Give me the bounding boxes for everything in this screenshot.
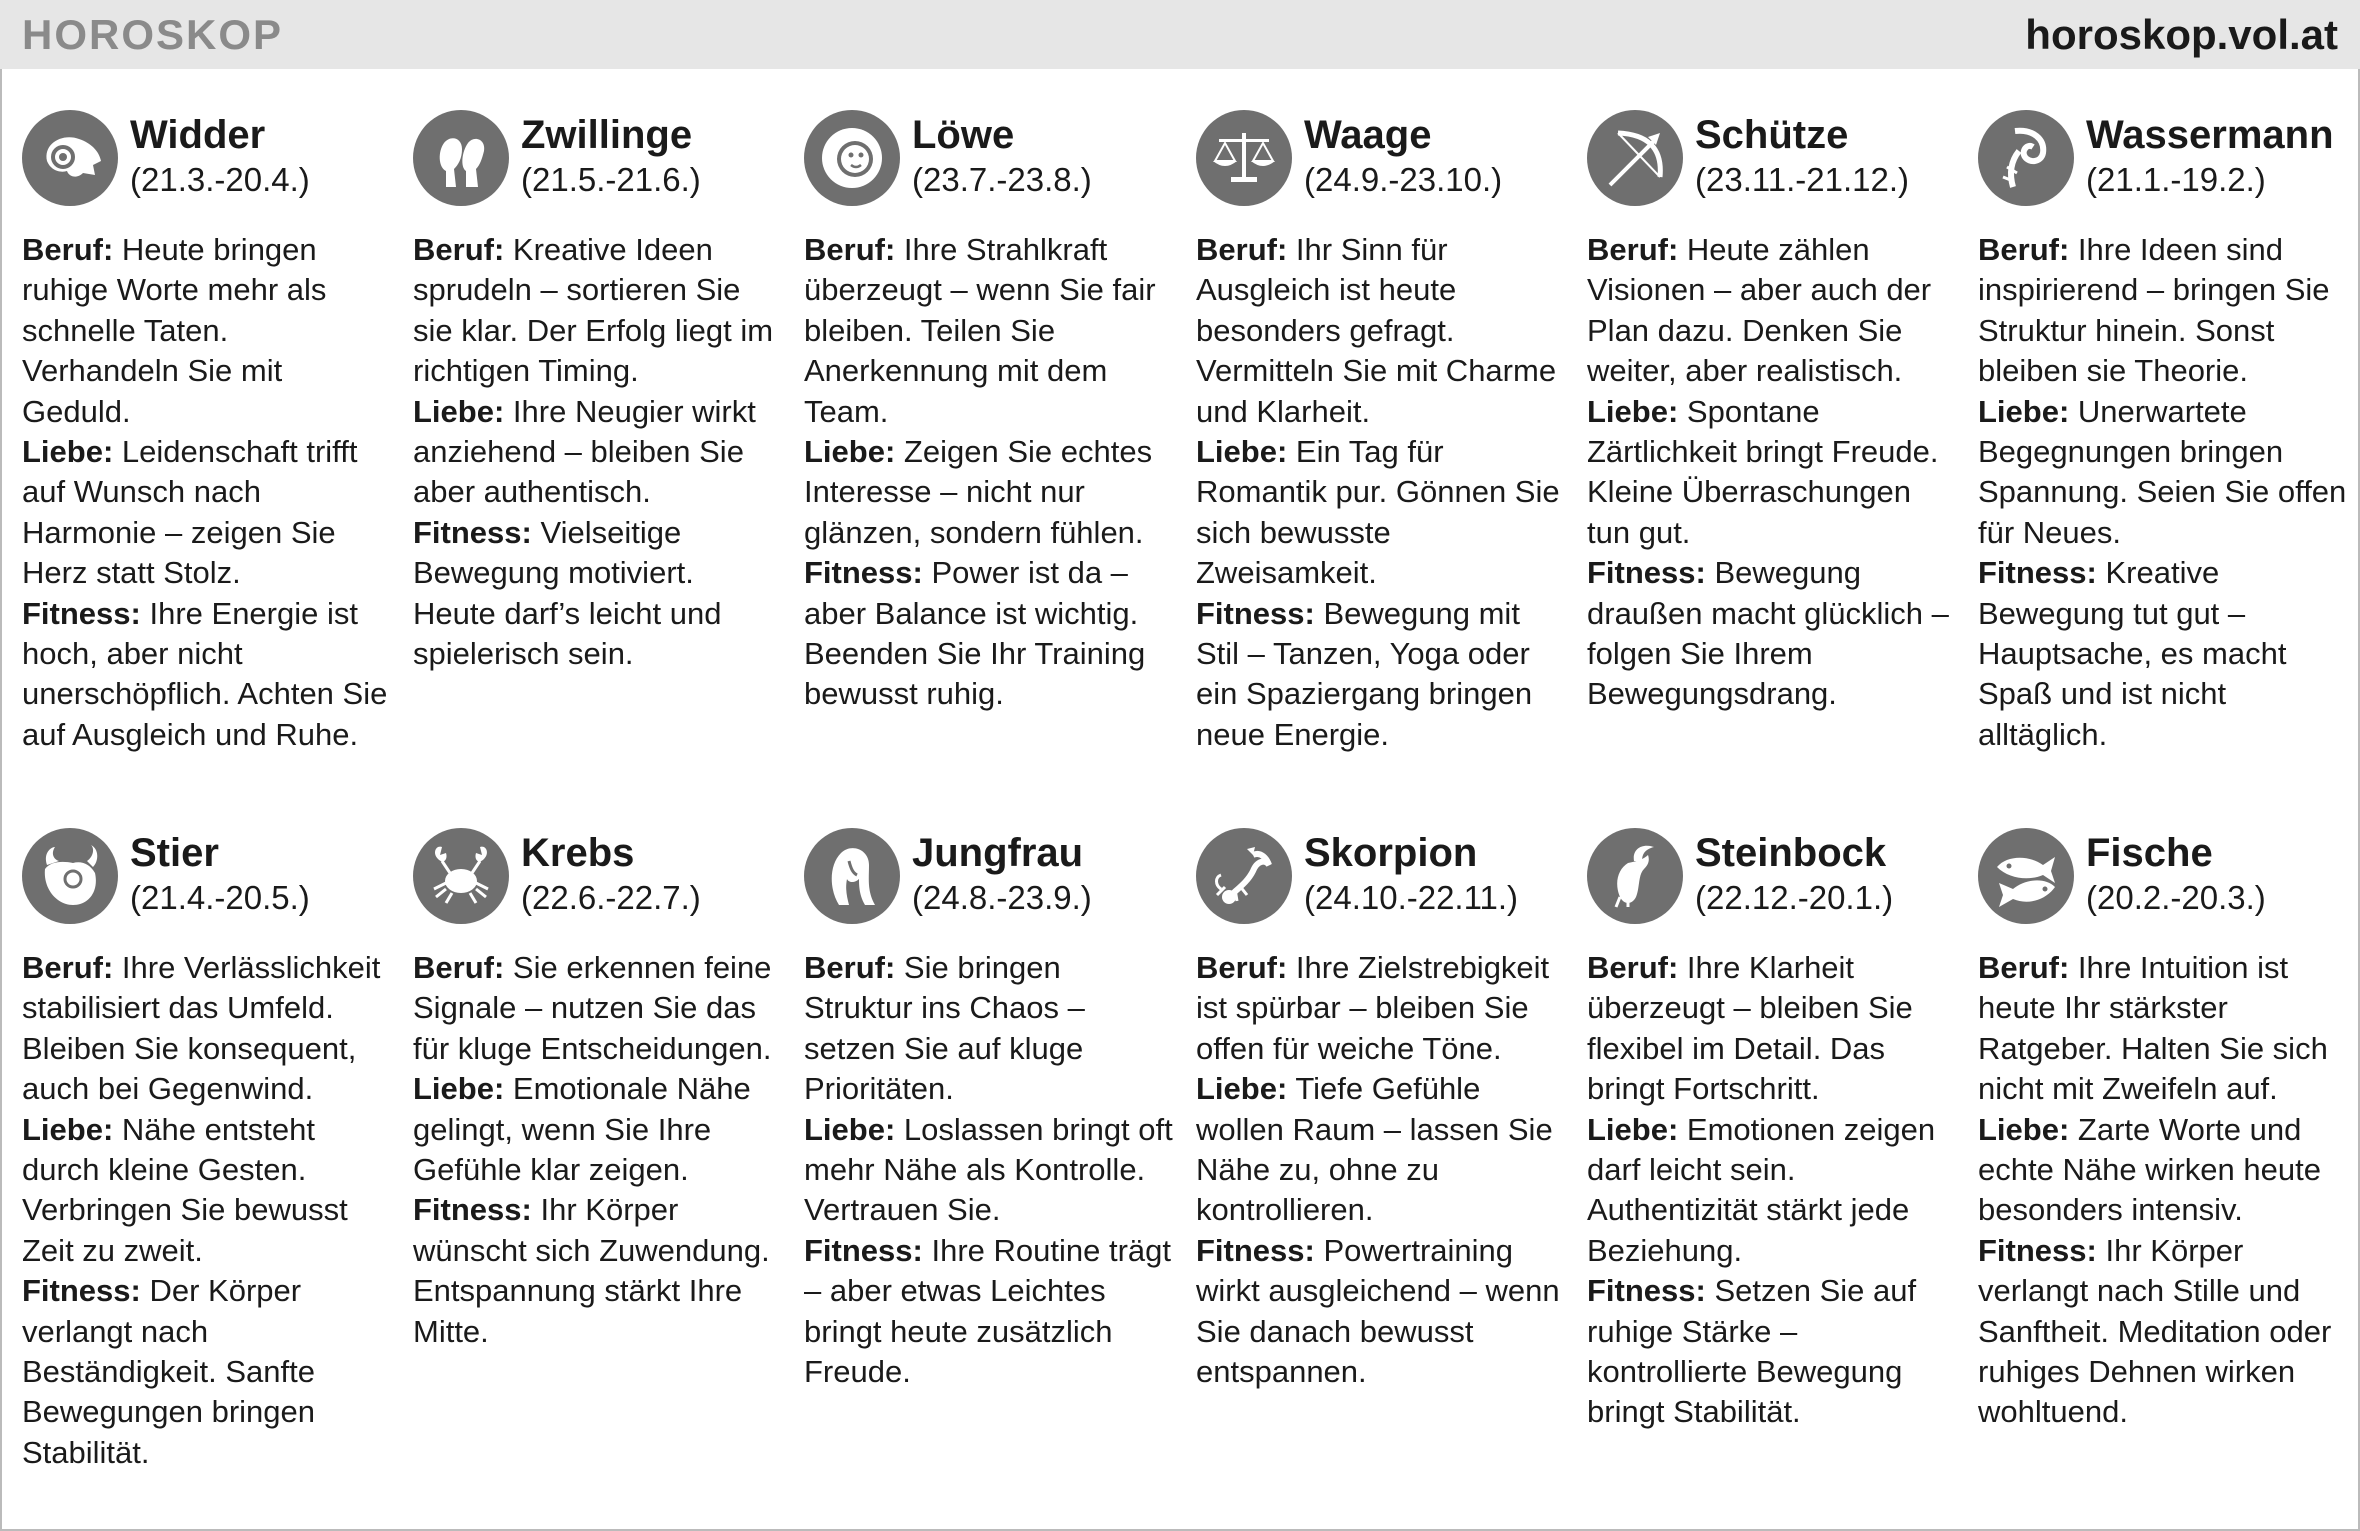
liebe-text: Emotionale Nähe gelingt, wenn Sie Ihre Gefühle klar zeigen. xyxy=(413,1071,751,1188)
archer-icon xyxy=(1587,110,1683,206)
beruf-text: Ihre Strahlkraft überzeugt – wenn Sie fair bleiben. Teilen Sie Anerkennung mit dem Team. xyxy=(804,232,1156,429)
beruf-label: Beruf: xyxy=(1196,950,1288,985)
fitness-text: Kreative Bewegung tut gut – Hauptsache, es macht Spaß und ist nicht alltäglich. xyxy=(1978,555,2287,752)
fitness-label: Fitness: xyxy=(804,1232,923,1268)
goat-icon xyxy=(1587,828,1683,924)
beruf-text: Ihre Intuition ist heute Ihr stärkster Ratgeber. Halten Sie sich nicht mit Zweifeln auf. xyxy=(1978,950,2328,1107)
beruf-label: Beruf: xyxy=(804,232,896,267)
sign-loewe xyxy=(804,110,1174,715)
sign-steinbock xyxy=(1587,828,1957,1433)
beruf-label: Beruf: xyxy=(1978,232,2070,267)
fitness-text: Bewegung mit Stil – Tanzen, Yoga oder ein Spaziergang bringen neue Energie. xyxy=(1196,595,1533,752)
beruf-text: Ihr Sinn für Ausgleich ist heute besonders gefragt. Vermitteln Sie mit Charme und Klarheit. xyxy=(1196,232,1557,429)
sign-widder xyxy=(22,110,392,755)
beruf-text: Heute zählen Visionen – aber auch der Plan dazu. Denken Sie weiter, aber realistisch. xyxy=(1587,232,1932,389)
beruf-label: Beruf: xyxy=(22,232,114,267)
fitness-text: Vielseitige Bewegung motiviert. Heute darf’s leicht und spielerisch sein. xyxy=(413,514,722,672)
fitness-label: Fitness: xyxy=(1196,1232,1315,1268)
fitness-label: Fitness: xyxy=(22,595,141,631)
liebe-text: Loslassen bringt oft mehr Nähe als Kontrolle. Vertrauen Sie. xyxy=(804,1111,1173,1228)
liebe-text: Tiefe Gefühle wollen Raum – lassen Sie Nähe zu, ohne zu kontrollieren. xyxy=(1196,1071,1553,1228)
sign-name: Fische xyxy=(2086,831,2213,875)
fitness-text: Bewegung draußen macht glücklich – folgen Sie Ihrem Bewegungsdrang. xyxy=(1587,555,1949,712)
sign-name: Waage xyxy=(1304,113,1432,157)
sign-fische xyxy=(1978,828,2348,1433)
beruf-label: Beruf: xyxy=(1196,232,1288,267)
sign-dates: (23.7.-23.8.) xyxy=(912,161,1092,198)
sign-waage xyxy=(1196,110,1566,755)
liebe-label: Liebe: xyxy=(413,393,505,429)
beruf-text: Ihre Zielstrebigkeit ist spürbar – bleiben Sie offen für weiche Töne. xyxy=(1196,950,1550,1066)
fitness-label: Fitness: xyxy=(804,555,923,591)
liebe-text: Ein Tag für Romantik pur. Gönnen Sie sich bewusste Zweisamkeit. xyxy=(1196,434,1560,591)
beruf-label: Beruf: xyxy=(1587,232,1679,267)
sign-name: Widder xyxy=(130,113,266,157)
fitness-text: Ihre Routine trägt – aber etwas Leichtes bringt heute zusätzlich Freude. xyxy=(804,1232,1172,1390)
fitness-label: Fitness: xyxy=(1978,555,2097,591)
beruf-label: Beruf: xyxy=(413,950,505,985)
sign-zwillinge xyxy=(413,110,783,674)
fitness-label: Fitness: xyxy=(1978,1232,2097,1268)
sign-name: Skorpion xyxy=(1304,831,1478,875)
fitness-text: Der Körper verlangt nach Beständigkeit. Sanfte Bewegungen bringen Stabilität. xyxy=(22,1273,316,1470)
liebe-label: Liebe: xyxy=(1196,1071,1288,1107)
sign-dates: (24.8.-23.9.) xyxy=(912,879,1092,916)
beruf-text: Ihre Ideen sind inspirierend – bringen Sie Struktur hinein. Sonst bleiben sie Theorie. xyxy=(1978,232,2330,389)
beruf-text: Sie erkennen feine Signale – nutzen Sie das für kluge Entscheidungen. xyxy=(413,950,772,1066)
liebe-text: Emotionen zeigen darf leicht sein. Authentizität stärkt jede Beziehung. xyxy=(1587,1111,1936,1268)
beruf-label: Beruf: xyxy=(22,950,114,985)
liebe-text: Unerwartete Begegnungen bringen Spannung. Seien Sie offen für Neues. xyxy=(1978,393,2347,550)
liebe-text: Zarte Worte und echte Nähe wirken heute besonders intensiv. xyxy=(1978,1111,2321,1228)
sign-dates: (24.10.-22.11.) xyxy=(1304,879,1519,916)
fitness-label: Fitness: xyxy=(1587,1273,1706,1309)
beruf-label: Beruf: xyxy=(1978,950,2070,985)
beruf-label: Beruf: xyxy=(413,232,505,267)
page-title: HOROSKOP xyxy=(22,11,284,58)
liebe-label: Liebe: xyxy=(804,434,896,470)
water-bearer-icon xyxy=(1978,110,2074,206)
fitness-text: Ihre Energie ist hoch, aber nicht unerschöpflich. Achten Sie auf Ausgleich und Ruhe. xyxy=(22,595,388,752)
liebe-text: Leidenschaft trifft auf Wunsch nach Harmonie – zeigen Sie Herz statt Stolz. xyxy=(22,434,358,591)
beruf-text: Ihre Klarheit überzeugt – bleiben Sie flexibel im Detail. Das bringt Fortschritt. xyxy=(1587,950,1913,1107)
liebe-label: Liebe: xyxy=(1978,393,2070,429)
sign-dates: (20.2.-20.3.) xyxy=(2086,879,2266,916)
beruf-text: Heute bringen ruhige Worte mehr als schnelle Taten. Verhandeln Sie mit Geduld. xyxy=(22,232,327,429)
sign-dates: (23.11.-21.12.) xyxy=(1695,161,1910,198)
sign-dates: (21.5.-21.6.) xyxy=(521,161,701,198)
scales-icon xyxy=(1196,110,1292,206)
liebe-text: Nähe entsteht durch kleine Gesten. Verbringen Sie bewusst Zeit zu zweit. xyxy=(22,1111,348,1268)
liebe-label: Liebe: xyxy=(22,1111,114,1147)
fish-icon xyxy=(1978,828,2074,924)
sign-name: Krebs xyxy=(521,831,635,875)
virgin-icon xyxy=(804,828,900,924)
twins-icon xyxy=(413,110,509,206)
sign-skorpion xyxy=(1196,828,1566,1392)
beruf-label: Beruf: xyxy=(804,950,896,985)
header-bar xyxy=(0,0,2360,69)
fitness-label: Fitness: xyxy=(413,514,532,550)
fitness-text: Powertraining wirkt ausgleichend – wenn Sie danach bewusst entspannen. xyxy=(1196,1232,1560,1390)
sign-name: Schütze xyxy=(1695,113,1849,157)
sign-dates: (24.9.-23.10.) xyxy=(1304,161,1503,198)
sign-dates: (21.3.-20.4.) xyxy=(130,161,310,198)
bull-icon xyxy=(22,828,118,924)
fitness-text: Ihr Körper wünscht sich Zuwendung. Entspannung stärkt Ihre Mitte. xyxy=(413,1192,770,1349)
liebe-text: Ihre Neugier wirkt anziehend – bleiben Sie aber authentisch. xyxy=(413,393,756,510)
liebe-label: Liebe: xyxy=(1587,393,1679,429)
liebe-text: Zeigen Sie echtes Interesse – nicht nur glänzen, sondern fühlen. xyxy=(804,434,1153,550)
sign-stier xyxy=(22,828,392,1473)
fitness-label: Fitness: xyxy=(1587,555,1706,591)
beruf-label: Beruf: xyxy=(1587,950,1679,985)
site-url: horoskop.vol.at xyxy=(2025,11,2338,58)
sign-dates: (22.12.-20.1.) xyxy=(1695,879,1894,916)
fitness-label: Fitness: xyxy=(22,1273,141,1309)
liebe-label: Liebe: xyxy=(413,1071,505,1107)
liebe-label: Liebe: xyxy=(22,434,114,470)
sign-name: Steinbock xyxy=(1695,831,1887,875)
sign-jungfrau xyxy=(804,828,1174,1392)
ram-icon xyxy=(22,110,118,206)
sign-dates: (21.1.-19.2.) xyxy=(2086,161,2266,198)
liebe-text: Spontane Zärtlichkeit bringt Freude. Kleine Überraschungen tun gut. xyxy=(1587,393,1939,550)
sign-name: Wassermann xyxy=(2086,113,2334,157)
beruf-text: Kreative Ideen sprudeln – sortieren Sie sie klar. Der Erfolg liegt im richtigen Timing. xyxy=(413,232,774,389)
lion-icon xyxy=(804,110,900,206)
sign-name: Löwe xyxy=(912,113,1015,157)
sign-dates: (22.6.-22.7.) xyxy=(521,879,701,916)
liebe-label: Liebe: xyxy=(804,1111,896,1147)
sign-name: Zwillinge xyxy=(521,113,693,157)
sign-schuetze xyxy=(1587,110,1957,715)
fitness-label: Fitness: xyxy=(1196,595,1315,631)
sign-name: Jungfrau xyxy=(912,831,1084,875)
scorpion-icon xyxy=(1196,828,1292,924)
sign-dates: (21.4.-20.5.) xyxy=(130,879,310,916)
crab-icon xyxy=(413,828,509,924)
liebe-label: Liebe: xyxy=(1196,434,1288,470)
fitness-label: Fitness: xyxy=(413,1192,532,1228)
sign-name: Stier xyxy=(130,831,219,875)
liebe-label: Liebe: xyxy=(1978,1111,2070,1147)
beruf-text: Sie bringen Struktur ins Chaos – setzen Sie auf kluge Prioritäten. xyxy=(804,950,1085,1107)
fitness-text: Power ist da – aber Balance ist wichtig. Beenden Sie Ihr Training bewusst ruhig. xyxy=(804,555,1146,712)
fitness-text: Setzen Sie auf ruhige Stärke – kontrollierte Bewegung bringt Stabilität. xyxy=(1587,1273,1917,1430)
liebe-label: Liebe: xyxy=(1587,1111,1679,1147)
beruf-text: Ihre Verlässlichkeit stabilisiert das Umfeld. Bleiben Sie konsequent, auch bei Gegenwind. xyxy=(22,950,381,1107)
sign-krebs xyxy=(413,828,783,1352)
sign-wassermann xyxy=(1978,110,2348,755)
fitness-text: Ihr Körper verlangt nach Stille und Sanftheit. Meditation oder ruhiges Dehnen wirken wohltuend. xyxy=(1978,1232,2332,1430)
